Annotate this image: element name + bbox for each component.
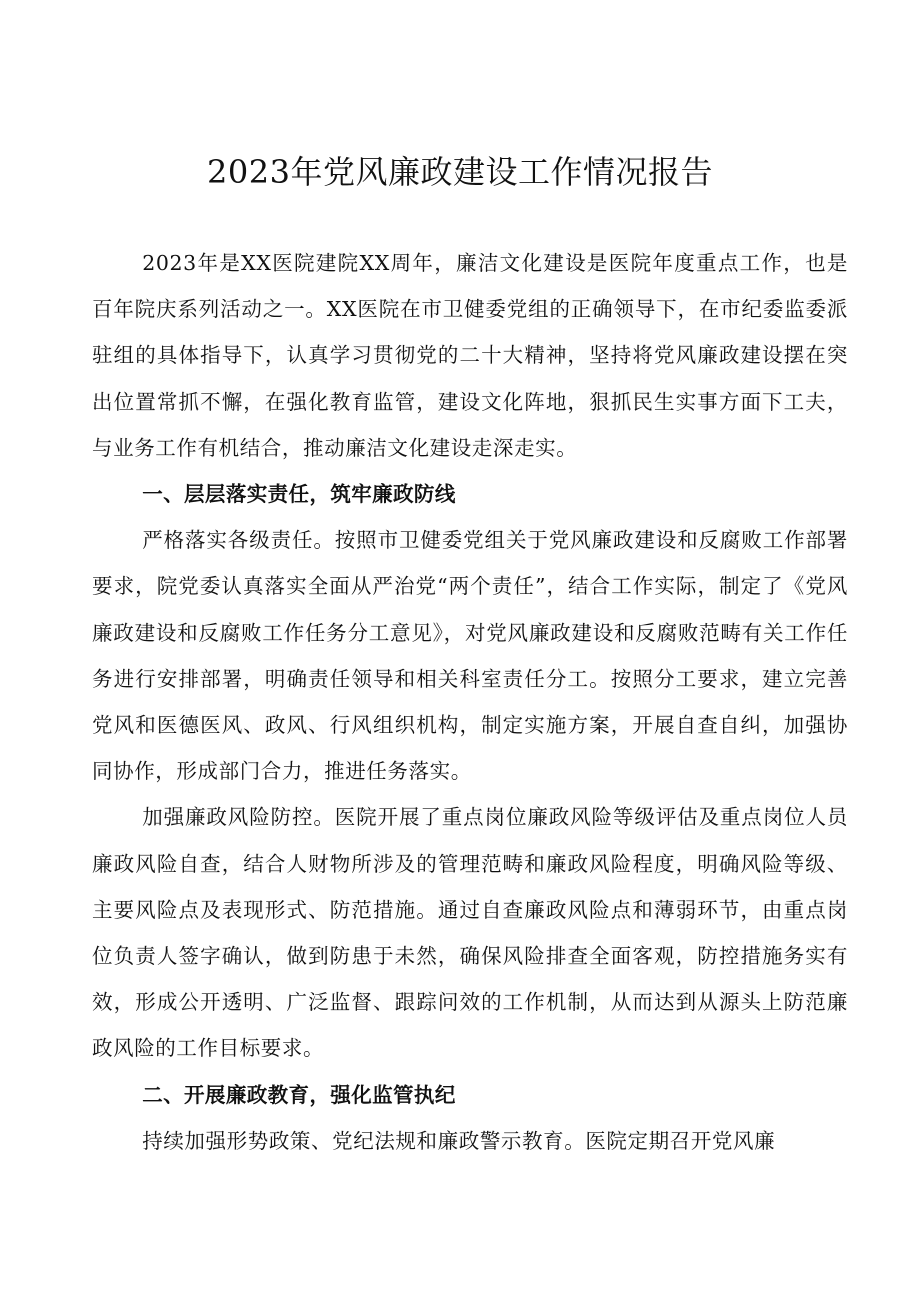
body-paragraph-risk-control: 加强廉政风险防控。医院开展了重点岗位廉政风险等级评估及重点岗位人员廉政风险自查，结合人财物所涉及的管理范畴和廉政风险程度，明确风险等级、主要风险点及表现形式、防范措施。通过自查廉政风险点和薄弱环节，由重点岗位负责人签字确认，做到防患于未然，确保风险排查全面客观，防控措施务实有效，形成公开透明、广泛监督、跟踪问效的工作机制，从而达到从源头上防范廉政风险的工作目标要求。 [92,805,848,1061]
intro-paragraph: 2023年是XX医院建院XX周年，廉洁文化建设是医院年度重点工作，也是百年院庆系列活动之一。XX医院在市卫健委党组的正确领导下，在市纪委监委派驻组的具体指导下，认真学习贯彻党的二十大精神，坚持将党风廉政建设摆在突出位置常抓不懈，在强化教育监管，建设文化阵地，狠抓民生实事方面下工夫，与业务工作有机结合，推动廉洁文化建设走深走实。 [92,251,848,460]
section-heading-1: 一、层层落实责任，筑牢廉政防线 [142,482,456,507]
section-heading-2: 二、开展廉政教育，强化监管执纪 [142,1082,456,1107]
body-paragraph-education: 持续加强形势政策、党纪法规和廉政警示教育。医院定期召开党风廉 [142,1128,776,1153]
body-paragraph-responsibility: 严格落实各级责任。按照市卫健委党组关于党风廉政建设和反腐败工作部署要求，院党委认真落实全面从严治党“两个责任”，结合工作实际，制定了《党风廉政建设和反腐败工作任务分工意见》，对党风廉政建设和反腐败范畴有关工作任务进行安排部署，明确责任领导和相关科室责任分工。按照分工要求，建立完善党风和医德医风、政风、行风组织机构，制定实施方案，开展自查自纠，加强协同协作，形成部门合力，推进任务落实。 [92,528,848,784]
document-title: 2023年党风廉政建设工作情况报告 [207,153,713,191]
document-body [92,240,848,1164]
